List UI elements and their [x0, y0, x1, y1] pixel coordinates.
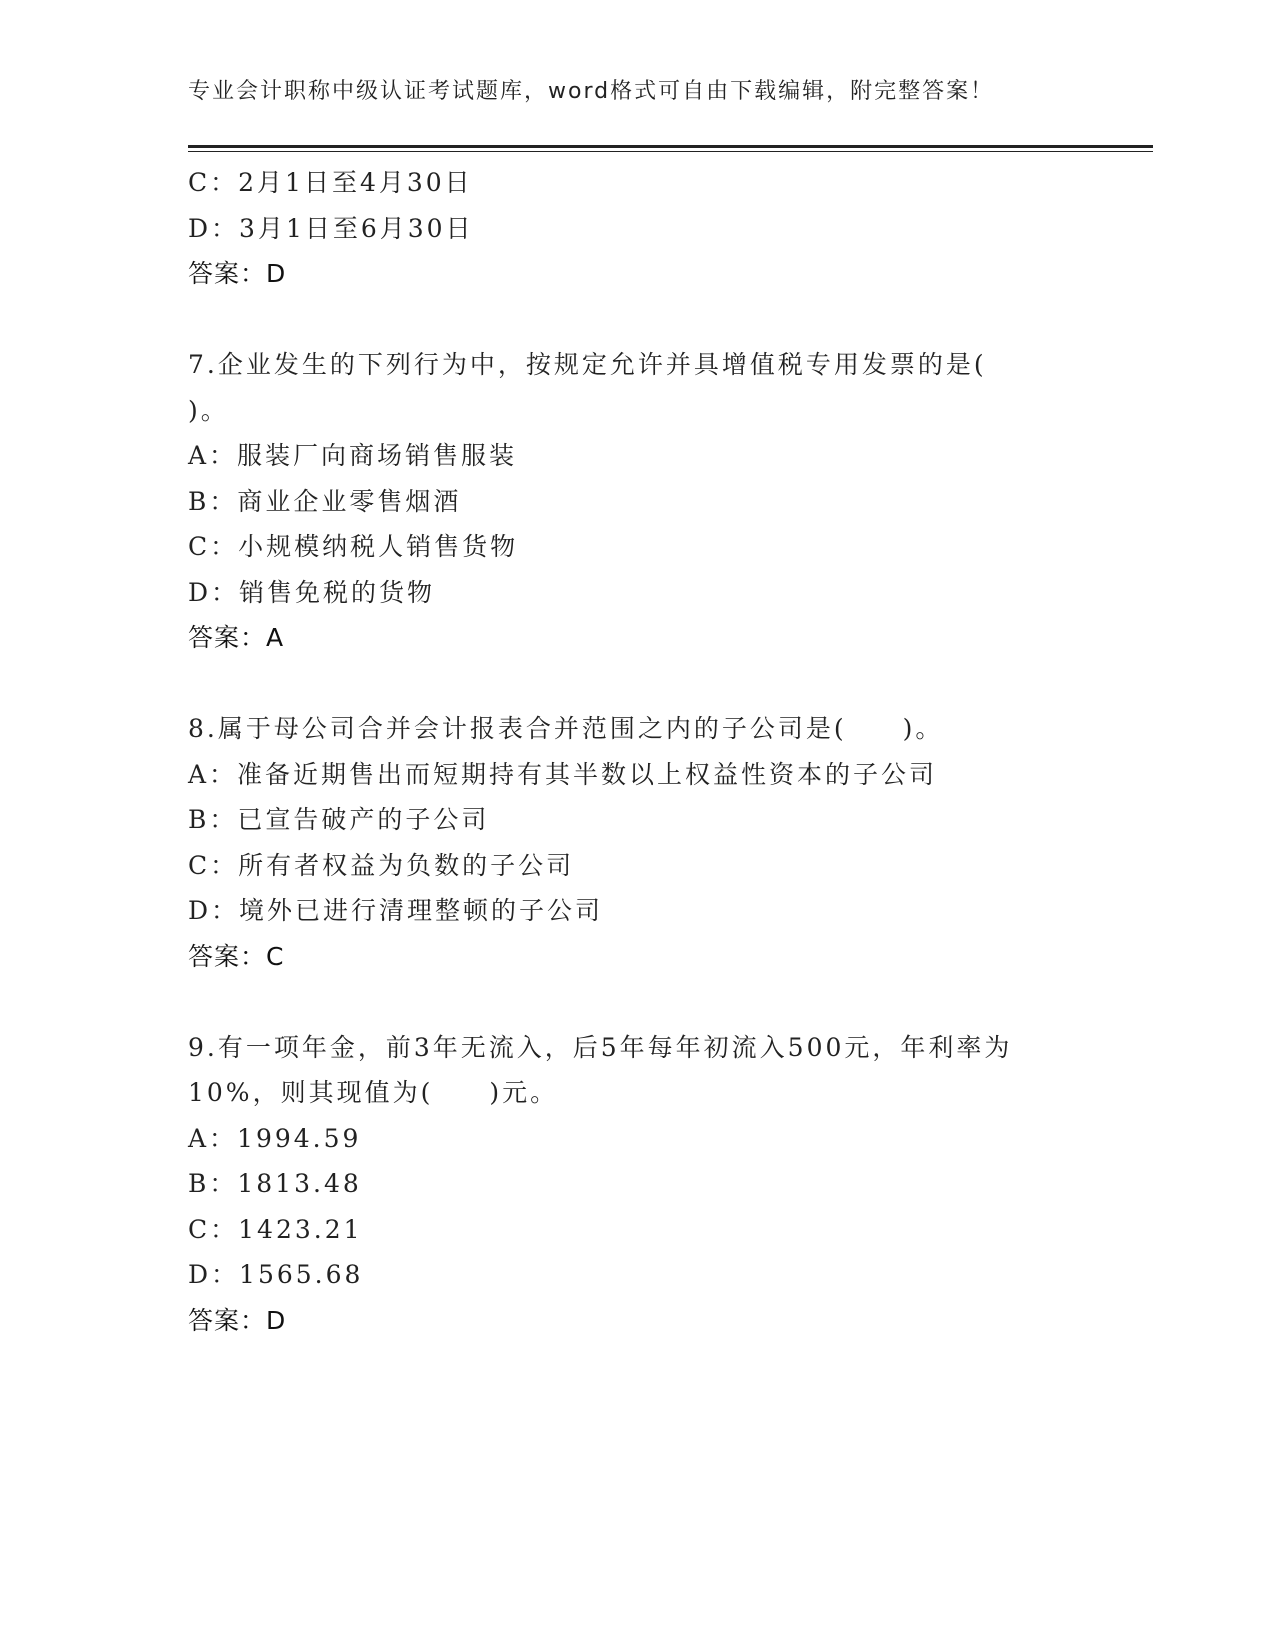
option-b: B：已宣告破产的子公司 [188, 805, 490, 834]
answer: 答案：D [188, 259, 287, 288]
spacer [188, 979, 1078, 1025]
answer: 答案：D [188, 1305, 287, 1335]
answer: 答案：A [188, 623, 285, 652]
header-divider-thick [188, 145, 1153, 148]
question-stem: 9.有一项年金，前3年无流入，后5年每年初流入500元，年利率为 [188, 1032, 1013, 1062]
question-content [188, 160, 1078, 1343]
spacer [188, 297, 1078, 343]
option-b: B：商业企业零售烟酒 [188, 486, 462, 516]
option-d: D：销售免税的货物 [188, 577, 436, 607]
option-d: D：3月1日至6月30日 [188, 213, 474, 243]
header-divider-thin [188, 151, 1153, 152]
answer: 答案：C [188, 941, 285, 971]
question-stem-continued: )。 [188, 395, 229, 425]
option-d: D：1565.68 [188, 1260, 364, 1289]
option-a: A：准备近期售出而短期持有其半数以上权益性资本的子公司 [188, 759, 938, 789]
option-a: A：1994.59 [188, 1123, 362, 1153]
option-c: C：所有者权益为负数的子公司 [188, 850, 575, 880]
option-c: C：1423.21 [188, 1214, 363, 1244]
page-header: 专业会计职称中级认证考试题库，word格式可自由下载编辑，附完整答案！ [188, 79, 995, 104]
question-stem: 8.属于母公司合并会计报表合并范围之内的子公司是( )。 [188, 714, 944, 743]
option-c: C：2月1日至4月30日 [188, 168, 473, 197]
option-d: D：境外已进行清理整顿的子公司 [188, 896, 604, 925]
option-a: A：服装厂向商场销售服装 [188, 441, 518, 470]
option-b: B：1813.48 [188, 1169, 362, 1198]
option-c: C：小规模纳税人销售货物 [188, 532, 519, 561]
spacer [188, 661, 1078, 707]
question-stem-continued: 10%，则其现值为( )元。 [188, 1078, 559, 1107]
question-stem: 7.企业发生的下列行为中，按规定允许并具增值税专用发票的是( [188, 350, 987, 379]
